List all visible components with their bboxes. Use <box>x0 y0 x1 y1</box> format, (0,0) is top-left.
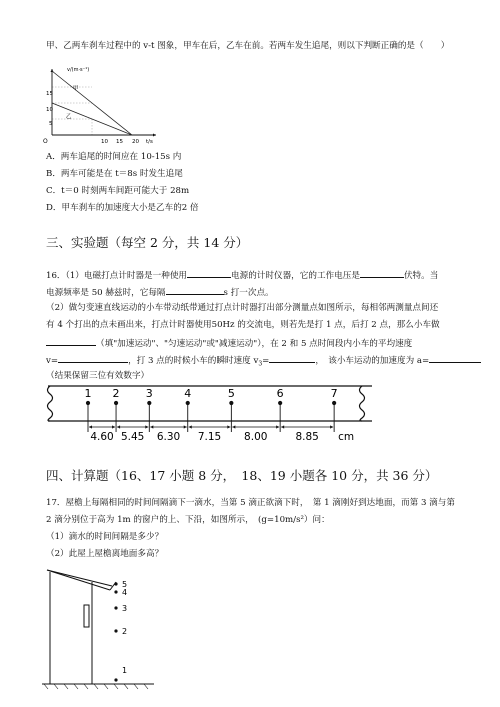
blank-acceleration <box>429 353 481 363</box>
blank-avg-velocity <box>58 353 128 363</box>
q16-line6-b: ，打 3 点的时候小车的瞬时速度 v <box>128 356 259 366</box>
q16-line6-sub: 3 <box>258 360 263 368</box>
tape-segment-label-3: 7.15 <box>197 431 222 443</box>
vt-label-yi: 乙 <box>66 114 72 120</box>
q16-line1 <box>46 268 438 282</box>
tape-dim-arrow-left-5 <box>281 425 284 428</box>
vt-graph <box>40 63 160 145</box>
drop-4 <box>114 590 117 593</box>
tape-point-label-6: 6 <box>276 387 284 400</box>
tape-point-label-3: 3 <box>145 387 153 400</box>
eaves-drops-diagram <box>42 560 192 690</box>
tape-dim-arrow-right-3 <box>227 425 230 428</box>
blank-voltage <box>360 268 404 278</box>
q16-line2-b: s 打一次点。 <box>223 288 274 298</box>
option-d: D．甲车刹车的加速度大小是乙车的2 倍 <box>46 203 199 213</box>
tape-point-label-4: 4 <box>184 387 192 400</box>
paper-tape-diagram <box>40 378 380 444</box>
q16-line3: （2）做匀变速直线运动的小车带动纸带通过打点计时器打出部分测量点如图所示，每相邻两测量点间还 <box>46 303 439 313</box>
q17-sub2: （2）此屋上屋檐离地面多高？ <box>46 549 164 559</box>
blank-v3 <box>269 353 315 363</box>
section4-title: 四、计算题（16、17 小题 8 分， 18、19 小题各 10 分，共 36 分） <box>46 468 438 483</box>
tape-point-label-2: 2 <box>112 387 120 400</box>
drop-label-5: 5 <box>122 580 128 589</box>
q16-line5 <box>46 336 412 350</box>
tape-dim-arrow-left-3 <box>189 425 192 428</box>
q16-line4: 有 4 个打出的点未画出来，打点计时器使用50Hz 的交流电，则若先是打 1 点，后打 2 点，那么小车做 <box>46 320 440 330</box>
q16-line5-a: （填"加速运动"、"匀速运动"或"减速运动"），在 2 和 5 点时间段内小车的平均速度 <box>96 339 413 349</box>
tape-dim-arrow-left-1 <box>117 425 120 428</box>
q16-line1-b: 电源的计时仪器，它的工作电压是 <box>231 271 360 281</box>
vt-x-arrow <box>153 134 156 137</box>
vt-xtick-15: 15 <box>116 139 123 145</box>
drop-5 <box>114 582 117 585</box>
tape-segment-label-2: 6.30 <box>156 431 181 443</box>
question-intro: 甲、乙两车刹车过程中的 v-t 图象，甲车在后，乙车在前。若两车发生追尾，则以下判断正确的是（ ） <box>46 41 450 51</box>
drop-1 <box>114 678 117 681</box>
tape-dim-arrow-left-0 <box>89 425 92 428</box>
tape-dim-arrow-right-5 <box>330 425 333 428</box>
drop-label-3: 3 <box>122 604 128 613</box>
q17-line1: 17．屋檐上每隔相同的时间间隔滴下一滴水，当第 5 滴正欲滴下时， 第 1 滴刚好到达地面，而第 3 滴与第 <box>46 498 455 508</box>
q16-line6 <box>46 353 481 371</box>
drop-2 <box>114 629 117 632</box>
tape-point-label-1: 1 <box>84 387 92 400</box>
tape-segment-label-5: 8.85 <box>295 431 319 443</box>
tape-dim-arrow-left-4 <box>232 425 235 428</box>
blank-power-type <box>187 268 231 278</box>
option-c: C．t＝0 时刻两车间距可能大于 28m <box>46 186 190 196</box>
tape-unit: cm <box>338 431 355 443</box>
vt-label-jia: 甲 <box>73 86 79 92</box>
q16-line1-a: 16．（1）电磁打点计时器是一种使用 <box>46 271 188 281</box>
section3-title: 三、实验题（每空 2 分，共 14 分） <box>46 235 249 250</box>
vt-ytick-10: 10 <box>46 107 53 113</box>
q16-line2-a: 电源频率是 50 赫兹时，它每隔 <box>46 288 166 298</box>
drop-label-1: 1 <box>122 666 128 675</box>
option-b: B．两车可能是在 t＝8s 时发生追尾 <box>46 169 183 179</box>
vt-xtick-20: 20 <box>132 139 139 145</box>
vt-xlabel: t/s <box>146 139 153 145</box>
ground-hatch <box>44 684 148 689</box>
drop-label-2: 2 <box>122 627 128 636</box>
q16-line2 <box>46 285 274 299</box>
q17-sub1: （1）滴水的时间间隔是多少？ <box>46 532 164 542</box>
q16-line6-c: = <box>262 356 270 366</box>
tape-segment-label-0: 4.60 <box>90 431 114 443</box>
vt-origin: O <box>43 138 48 145</box>
vt-ytick-5: 5 <box>49 121 53 127</box>
vt-xtick-10: 10 <box>101 139 108 145</box>
tape-dim-arrow-right-1 <box>145 425 148 428</box>
q16-line1-c: 伏特。当 <box>403 271 439 281</box>
vt-ytick-15: 15 <box>46 91 53 97</box>
tape-segment-label-4: 8.00 <box>244 431 268 443</box>
q16-line6-d: ， 该小车运动的加速度为 a= <box>315 356 430 366</box>
tape-dim-arrow-right-4 <box>276 425 279 428</box>
tape-point-label-7: 7 <box>330 387 338 400</box>
tape-dim-arrow-right-2 <box>184 425 187 428</box>
q16-line7: （结果保留三位有效数字） <box>46 371 150 381</box>
blank-motion-type <box>46 336 96 346</box>
q17-line2: 2 滴分别位于高为 1m 的窗户的上、下沿，如图所示， (g=10m/s²）问： <box>46 515 330 525</box>
drop-3 <box>114 606 117 609</box>
blank-interval <box>166 285 224 295</box>
tape-dim-arrow-right-0 <box>112 425 115 428</box>
q16-line6-a: v= <box>46 356 59 366</box>
tape-point-label-5: 5 <box>227 387 235 400</box>
drop-label-4: 4 <box>122 588 128 597</box>
option-a: A．两车追尾的时间应在 10-15s 内 <box>46 152 182 162</box>
vt-ylabel: v/(m·s⁻¹) <box>67 67 90 73</box>
tape-dim-arrow-left-2 <box>150 425 153 428</box>
tape-segment-label-1: 5.45 <box>120 431 145 443</box>
